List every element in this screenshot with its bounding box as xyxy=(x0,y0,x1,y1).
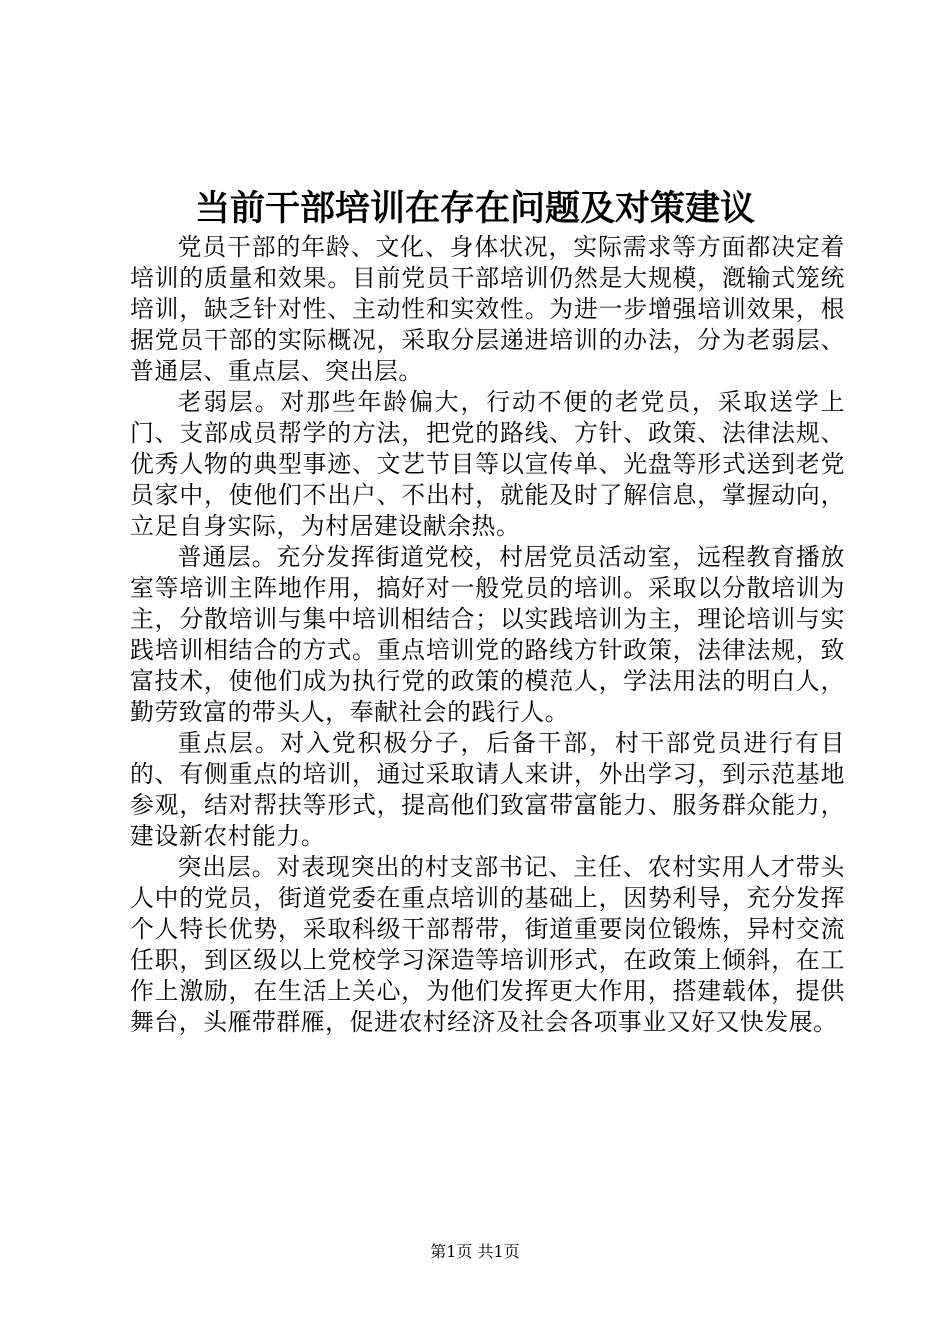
paragraph-intro: 党员干部的年龄、文化、身体状况，实际需求等方面都决定着培训的质量和效果。目前党员干部培训仍然是大规模，漑输式笼统培训，缺乏针对性、主动性和实效性。为进一步增强培训效果，根据党员干部的实际概况，采取分层递进培训的办法，分为老弱层、普通层、重点层、突出层。 xyxy=(130,233,845,385)
paragraph-outstanding-level: 突出层。对表现突出的村支部书记、主任、农村实用人才带头人中的党员，街道党委在重点培训的基础上，因势利导，充分发挥个人特长优势，采取科级干部帮带，街道重要岗位锻炼，异村交流任职，到区级以上党校学习深造等培训形式，在政策上倾斜，在工作上激励，在生活上关心，为他们发挥更大作用，搭建载体，提供舞台，头雁带群雁，促进农村经济及社会各项事业又好又快发展。 xyxy=(130,853,845,1036)
paragraph-ordinary-level: 普通层。充分发挥街道党校，村居党员活动室，远程教育播放室等培训主阵地作用，搞好对一般党员的培训。采取以分散培训为主，分散培训与集中培训相结合；以实践培训为主，理论培训与实践培训相结合的方式。重点培训党的路线方针政策，法律法规，致富技术，使他们成为执行党的政策的模范人，学法用法的明白人，勤劳致富的带头人，奉献社会的践行人。 xyxy=(130,543,845,726)
document-body xyxy=(130,232,845,1038)
paragraph-key-level: 重点层。对入党积极分子，后备干部，村干部党员进行有目的、有侧重点的培训，通过采取请人来讲，外出学习，到示范基地参观，结对帮扶等形式，提高他们致富带富能力、服务群众能力，建设新农村能力。 xyxy=(130,729,845,850)
page-number-footer: 第1页 共1页 xyxy=(430,1242,520,1261)
document-title: 当前干部培训在存在问题及对策建议 xyxy=(194,188,755,229)
paragraph-elderly-level: 老弱层。对那些年龄偏大，行动不便的老党员，采取送学上门、支部成员帮学的方法，把党的路线、方针、政策、法律法规、优秀人物的典型事迹、文艺节目等以宣传单、光盘等形式送到老党员家中，使他们不出户、不出村，就能及时了解信息，掌握动向，立足自身实际，为村居建设献余热。 xyxy=(130,388,845,540)
